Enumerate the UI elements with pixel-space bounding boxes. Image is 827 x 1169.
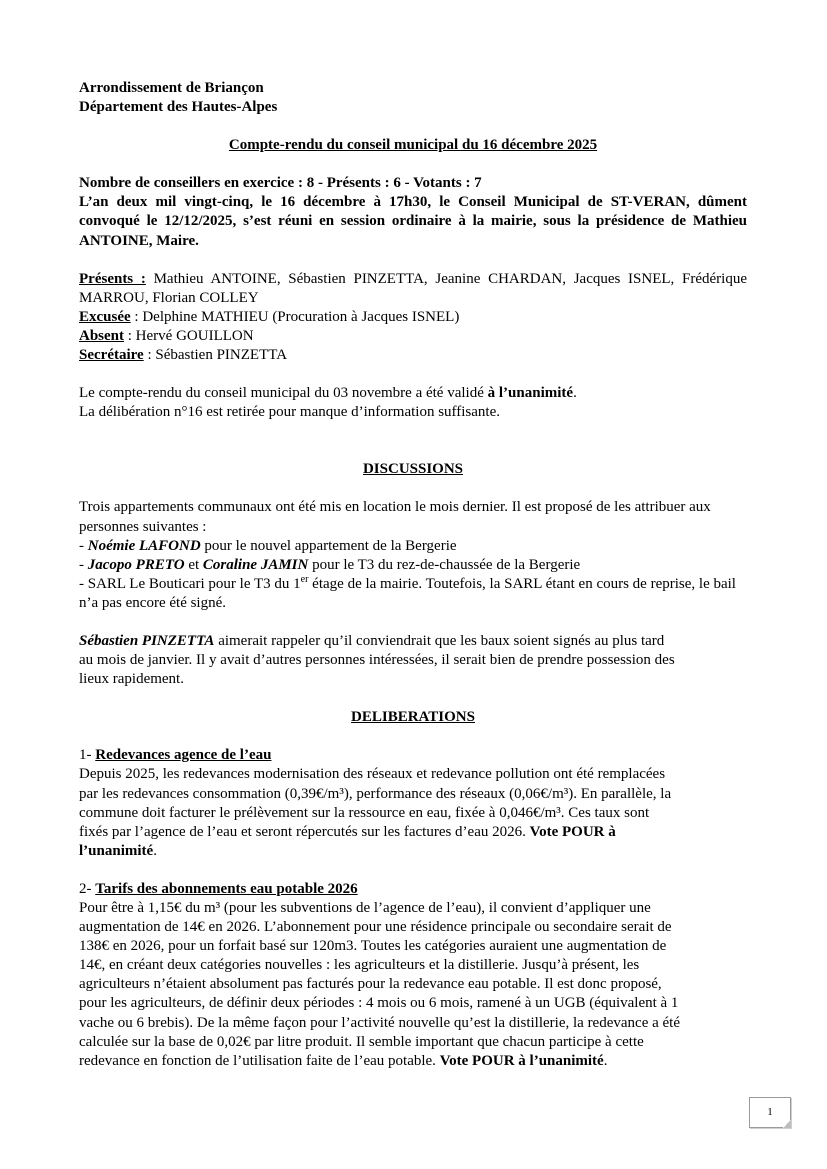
vote-result: Vote POUR à l’unanimité [439, 1052, 604, 1069]
present-members [79, 270, 747, 308]
deliberation-2-title [79, 880, 747, 899]
body-line: augmentation de 14€ en 2026. L’abonnement pour une résidence principale ou secondaire serait de [79, 919, 672, 936]
discussion-item-2 [79, 556, 747, 575]
person-name: Coraline JAMIN [202, 556, 309, 573]
withdrawn-deliberation: La délibération n°16 est retirée pour manque d’information suffisante. [79, 404, 501, 421]
person-name: Noémie LAFOND [87, 537, 201, 554]
item-text: étage de la mairie. Toutefois, la SARL étant en cours de reprise, le bail n’a pas encore été signé. [79, 575, 736, 611]
secretary [79, 346, 747, 365]
header-arrondissement: Arrondissement de Briançon [79, 80, 264, 96]
ordinal-superscript: er [300, 573, 309, 585]
body-line: vache ou 6 brebis). De la même façon pour l’activité nouvelle qu’est la distillerie, la redevance a été [79, 1014, 680, 1031]
present-value: Mathieu ANTOINE, Sébastien PINZETTA, Jeanine CHARDAN, Jacques ISNEL, Frédérique MARROU, Florian COLLEY [79, 270, 747, 306]
body-line: Depuis 2025, les redevances modernisation des réseaux et redevance pollution ont été remplacées [79, 766, 666, 783]
deliberation-title: Redevances agence de l’eau [95, 747, 272, 764]
deliberation-title: Tarifs des abonnements eau potable 2026 [95, 880, 358, 897]
absent-member [79, 327, 747, 346]
document-body [79, 79, 747, 1071]
remark-text: lieux rapidement. [79, 671, 184, 688]
body-line: commune doit facturer le prélèvement sur la ressource en eau, fixée à 0,046€/m³. Ces taux sont [79, 804, 650, 821]
item-text: pour le T3 du rez-de-chaussée de la Bergerie [308, 556, 581, 573]
excused-value: : Delphine MATHIEU (Procuration à Jacques ISNEL) [130, 308, 460, 325]
body-line: 138€ en 2026, pour un forfait basé sur 120m3. Toutes les catégories auraient une augmentation de [79, 938, 667, 955]
vote-result: Vote POUR à [529, 823, 616, 840]
deliberation-number: 1- [79, 747, 96, 764]
deliberation-2-body [79, 899, 747, 1071]
validation-line [79, 384, 747, 403]
deliberations-heading: DELIBERATIONS [351, 709, 475, 726]
validation-end: . [573, 385, 577, 402]
body-line: par les redevances consommation (0,39€/m³), performance des réseaux (0,06€/m³). En parallèle, la [79, 785, 672, 802]
discussion-item-1 [79, 537, 747, 556]
page-number-box [749, 1097, 791, 1128]
session-intro: L’an deux mil vingt-cinq, le 16 décembre à 17h30, le Conseil Municipal de ST-VERAN, dûment convoqué le 12/12/2025, s’est réuni en session ordinaire à la mairie, sous la présidence de Mathieu ANTOINE, Maire. [79, 194, 747, 249]
discussions-intro: Trois appartements communaux ont été mis en location le mois dernier. Il est proposé de les attribuer aux personnes suivantes : [79, 499, 711, 535]
body-end: . [603, 1052, 608, 1069]
body-line: calculée sur la base de 0,02€ par litre produit. Il semble important que chacun participe à cette [79, 1033, 644, 1050]
council-counts: Nombre de conseillers en exercice : 8 - Présents : 6 - Votants : 7 [79, 175, 482, 192]
document-title: Compte-rendu du conseil municipal du 16 décembre 2025 [228, 137, 598, 154]
absent-value: : Hervé GOUILLON [124, 327, 254, 344]
validation-text: Le compte-rendu du conseil municipal du 03 novembre a été validé [79, 385, 488, 402]
body-line: 14€, en créant deux catégories nouvelles : les agriculteurs et la distillerie. Jusqu’à présent, les [79, 957, 640, 974]
page-number: 1 [767, 1106, 773, 1118]
validation-unanimity: à l’unanimité [487, 385, 574, 402]
absent-label: Absent [79, 327, 125, 344]
item-text: et [184, 556, 203, 573]
body-line: agriculteurs n’étaient absolument pas facturés pour la redevance eau potable. Il est donc proposé, [79, 976, 662, 993]
discussion-item-3 [79, 575, 747, 613]
discussions-heading: DISCUSSIONS [362, 461, 464, 478]
person-name: Sébastien PINZETTA [79, 632, 215, 649]
item-prefix: - [79, 537, 88, 554]
item-text: pour le nouvel appartement de la Bergerie [200, 537, 457, 554]
excused-member [79, 308, 747, 327]
item-text: - SARL Le Bouticari pour le T3 du 1 [79, 575, 301, 592]
header-departement: Département des Hautes-Alpes [79, 99, 278, 116]
body-line: fixés par l’agence de l’eau et seront répercutés sur les factures d’eau 2026. [79, 823, 530, 840]
person-name: Jacopo PRETO [87, 556, 185, 573]
body-line: Pour être à 1,15€ du m³ (pour les subventions de l’agence de l’eau), il convient d’appliquer une [79, 900, 651, 916]
deliberation-number: 2- [79, 880, 96, 897]
deliberation-1-title [79, 746, 747, 765]
vote-result: l’unanimité [79, 842, 154, 859]
remark-text: aimerait rappeler qu’il conviendrait que les baux soient signés au plus tard [214, 632, 665, 649]
remark-text: au mois de janvier. Il y avait d’autres personnes intéressées, il serait bien de prendre possession des [79, 652, 675, 669]
secretary-label: Secrétaire [79, 347, 144, 364]
body-line: redevance en fonction de l’utilisation faite de l’eau potable. [79, 1052, 440, 1069]
discussion-remark [79, 632, 747, 689]
body-line: pour les agriculteurs, de définir deux périodes : 4 mois ou 6 mois, ramené à un UGB (équivalent à 1 [79, 995, 679, 1012]
body-end: . [153, 842, 157, 859]
excused-label: Excusée [79, 308, 131, 325]
secretary-value: : Sébastien PINZETTA [143, 347, 288, 364]
deliberation-1-body [79, 765, 747, 860]
item-prefix: - [79, 556, 88, 573]
present-label: Présents : [79, 270, 146, 287]
